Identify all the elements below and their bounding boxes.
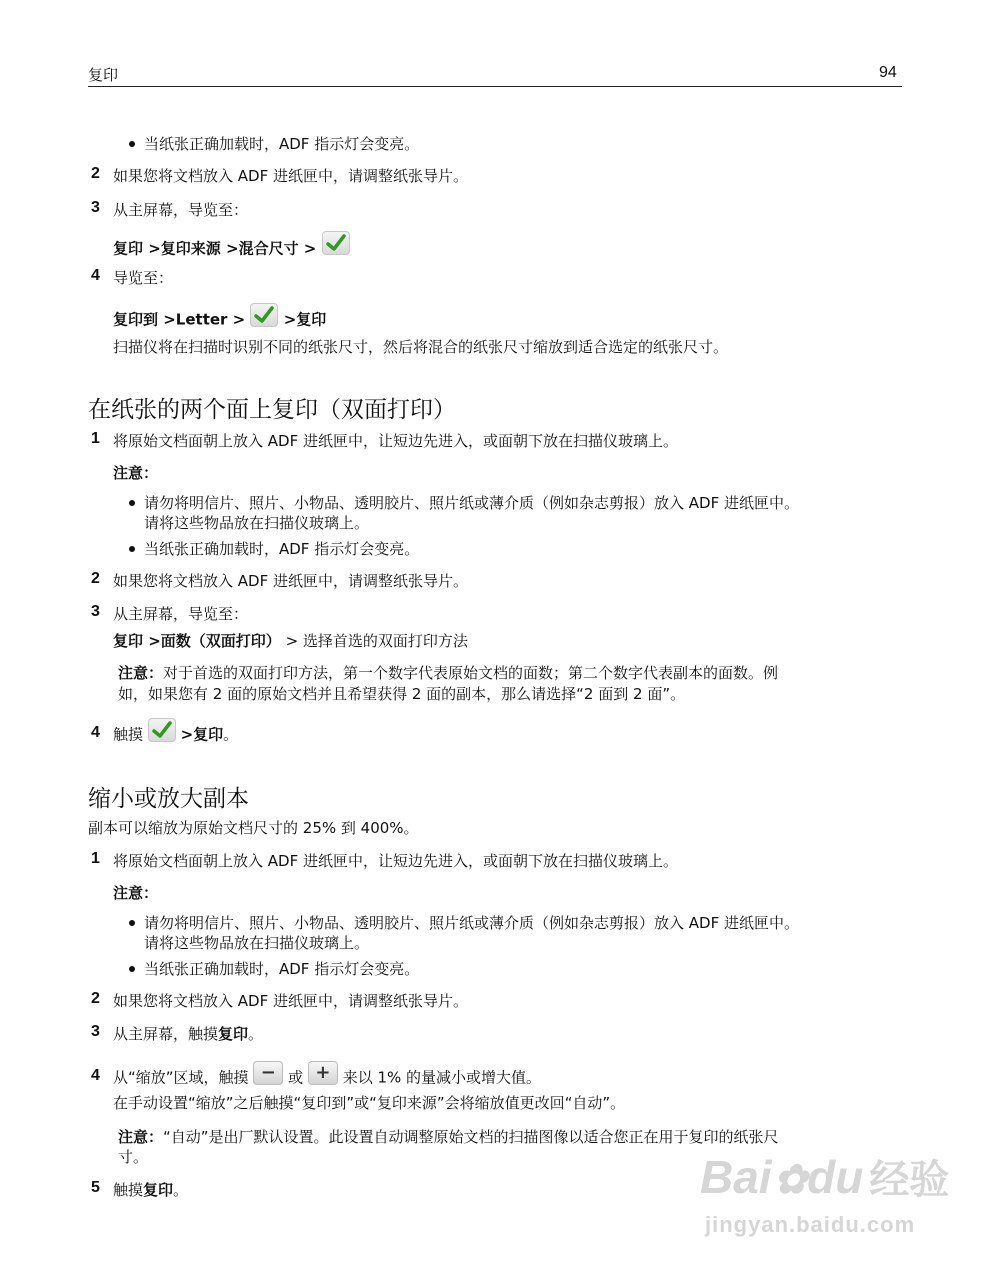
note-text: 寸。: [118, 1148, 149, 1166]
step-number: 4: [91, 267, 100, 284]
step-text-part: 触摸: [113, 725, 144, 744]
page-number: 94: [879, 64, 897, 81]
header-title: 复印: [88, 66, 119, 84]
step-number: 1: [91, 430, 100, 447]
step-number: 1: [91, 850, 100, 867]
step-number: 2: [91, 990, 100, 1007]
nav-path: [113, 237, 350, 261]
section-intro: 副本可以缩放为原始文档尺寸的 25% 到 400%。: [88, 819, 419, 837]
nav-path-text: 复印 >复印来源 >混合尺寸 >: [113, 239, 317, 258]
step-text: 如果您将文档放入 ADF 进纸匣中，请调整纸张导片。: [113, 167, 468, 185]
section-heading-resize: 缩小或放大副本: [88, 786, 249, 812]
bullet-dot: [129, 920, 135, 926]
nav-path-bold: 复印 >面数（双面打印）: [113, 632, 281, 650]
bullet-text: 请将这些物品放在扫描仪玻璃上。: [144, 514, 370, 532]
note-label: 注意：: [118, 1128, 164, 1146]
bullet-text: 当纸张正确加载时，ADF 指示灯会变亮。: [144, 540, 420, 558]
plus-button-icon[interactable]: +: [308, 1061, 338, 1085]
step-text-bold: 复印: [143, 1181, 174, 1199]
nav-path-text: >复印: [283, 310, 327, 329]
step-text: 将原始文档面朝上放入 ADF 进纸匣中，让短边先进入，或面朝下放在扫描仪玻璃上。: [113, 432, 678, 450]
top-bullet-text: 当纸张正确加载时，ADF 指示灯会变亮。: [144, 135, 420, 153]
step-number: 2: [91, 570, 100, 587]
note-line: [118, 1127, 779, 1147]
note-label: 注意：: [113, 464, 159, 482]
step-text-end: 。: [248, 1025, 264, 1043]
bullet-dot: [129, 546, 135, 552]
check-button-icon[interactable]: [148, 718, 176, 742]
watermark-cn: 经验: [869, 1157, 950, 1203]
step-text: [113, 1180, 188, 1200]
watermark-logo: [700, 1148, 949, 1205]
step-text-bold: >复印: [180, 725, 224, 744]
step-number: 2: [91, 165, 100, 182]
step-text-part: 从“缩放”区域，触摸: [113, 1068, 249, 1087]
bullet-text: 请勿将明信片、照片、小物品、透明胶片、照片纸或薄介质（例如杂志剪报）放入 ADF 进纸匣中。: [144, 494, 799, 512]
step-text-part: 触摸: [113, 1181, 144, 1199]
step-text-after: 来以 1% 的量减小或增大值。: [342, 1068, 542, 1087]
watermark-url: jingyan.baidu.com: [705, 1212, 916, 1237]
note-label: 注意：: [113, 884, 159, 902]
step-number: 3: [91, 1023, 100, 1040]
paw-icon: ✿: [773, 1158, 808, 1202]
bullet-text: 请勿将明信片、照片、小物品、透明胶片、照片纸或薄介质（例如杂志剪报）放入 ADF 进纸匣中。: [144, 914, 799, 932]
step-text: 导览至：: [113, 269, 174, 287]
step-number: 4: [91, 1067, 100, 1084]
step-text: 从主屏幕，导览至：: [113, 605, 249, 623]
step-text-part: 从主屏幕，触摸: [113, 1025, 219, 1043]
note-label: 注意：: [118, 664, 164, 682]
step-text: [113, 723, 238, 747]
step-text: 从主屏幕，导览至：: [113, 201, 249, 219]
step-description: 扫描仪将在扫描时识别不同的纸张尺寸，然后将混合的纸张尺寸缩放到适合选定的纸张尺寸。: [113, 338, 729, 356]
step-text: 将原始文档面朝上放入 ADF 进纸匣中，让短边先进入，或面朝下放在扫描仪玻璃上。: [113, 852, 678, 870]
step-text: 如果您将文档放入 ADF 进纸匣中，请调整纸张导片。: [113, 992, 468, 1010]
step-text: [113, 1062, 542, 1090]
bullet-text: 当纸张正确加载时，ADF 指示灯会变亮。: [144, 960, 420, 978]
nav-path: [113, 308, 326, 332]
watermark-brand2: du: [807, 1151, 864, 1203]
step-text: [113, 1024, 263, 1044]
header-rule: [88, 86, 902, 87]
step-number: 5: [91, 1179, 100, 1196]
bullet-dot: [129, 966, 135, 972]
step-number: 3: [91, 603, 100, 620]
section-heading-duplex: 在纸张的两个面上复印（双面打印）: [88, 397, 456, 423]
nav-path-text: 复印到 >Letter >: [113, 310, 246, 329]
step-text-or: 或: [288, 1068, 304, 1087]
bullet-text: 请将这些物品放在扫描仪玻璃上。: [144, 934, 370, 952]
note-line: [118, 663, 778, 683]
note-text: 如，如果您有 2 面的原始文档并且希望获得 2 面的副本，那么请选择“2 面到 2 面”。: [118, 685, 686, 703]
bullet-dot: [129, 141, 135, 147]
step-description: 在手动设置“缩放”之后触摸“复印到”或“复印来源”会将缩放值更改回“自动”。: [113, 1094, 626, 1112]
step-number: 3: [91, 199, 100, 216]
check-button-icon[interactable]: [322, 231, 350, 255]
nav-path: [113, 631, 468, 651]
minus-button-icon[interactable]: −: [253, 1061, 283, 1085]
step-number: 4: [91, 724, 100, 741]
check-button-icon[interactable]: [250, 303, 278, 327]
note-text: “自动”是出厂默认设置。此设置自动调整原始文档的扫描图像以适合您正在用于复印的纸张尺: [163, 1128, 779, 1146]
nav-path-rest: > 选择首选的双面打印方法: [280, 632, 468, 650]
note-text: 对于首选的双面打印方法，第一个数字代表原始文档的面数；第二个数字代表副本的面数。例: [163, 664, 779, 682]
step-text-end: 。: [223, 725, 239, 744]
step-text: 如果您将文档放入 ADF 进纸匣中，请调整纸张导片。: [113, 572, 468, 590]
bullet-dot: [129, 500, 135, 506]
step-text-end: 。: [173, 1181, 189, 1199]
watermark-brand: Bai: [700, 1151, 772, 1203]
step-text-bold: 复印: [218, 1025, 249, 1043]
